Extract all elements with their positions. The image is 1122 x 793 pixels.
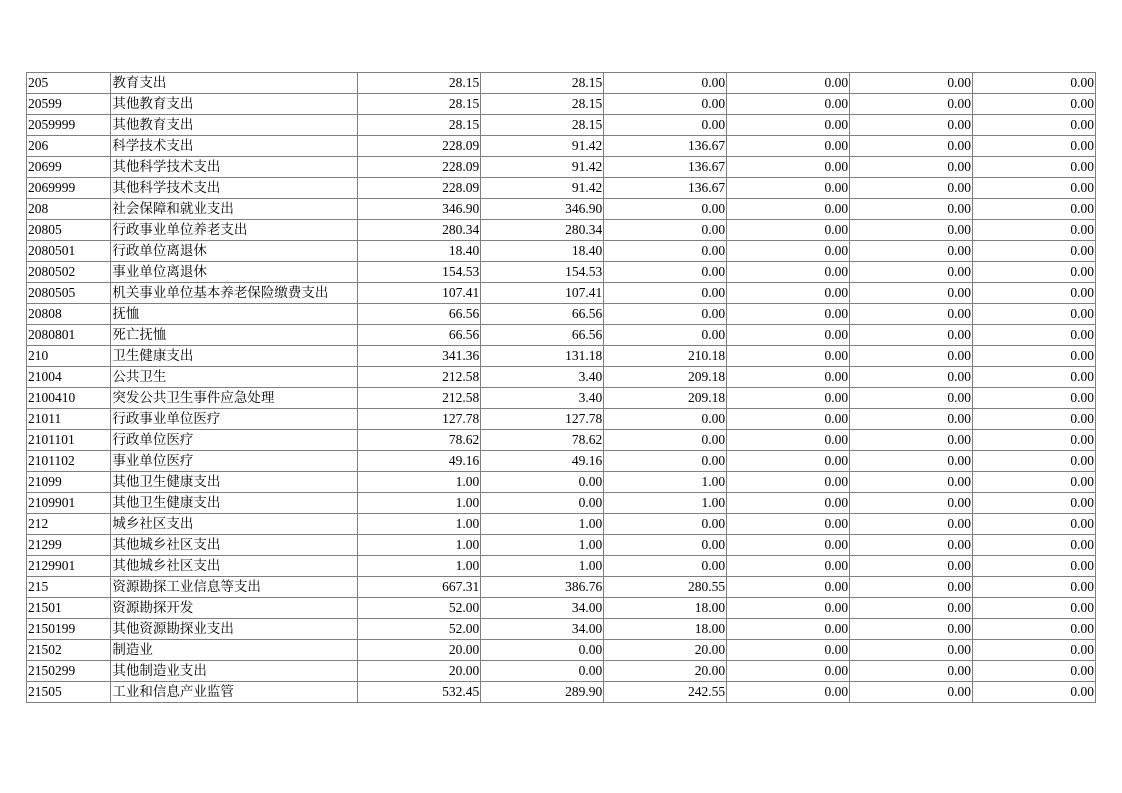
table-row (27, 577, 1096, 598)
amount-cell-col-4: 0.00 (727, 682, 850, 703)
amount-cell-col-2: 34.00 (481, 619, 604, 640)
amount-cell-col-3: 210.18 (604, 346, 727, 367)
amount-cell-col-2: 107.41 (481, 283, 604, 304)
amount-cell-col-6: 0.00 (973, 283, 1096, 304)
amount-cell-col-4: 0.00 (727, 178, 850, 199)
amount-cell-col-2: 1.00 (481, 535, 604, 556)
amount-cell-col-2: 3.40 (481, 367, 604, 388)
subject-code-cell: 20805 (27, 220, 111, 241)
subject-name-cell: 其他城乡社区支出 (111, 535, 358, 556)
subject-code-cell: 2069999 (27, 178, 111, 199)
amount-cell-col-3: 18.00 (604, 598, 727, 619)
amount-cell-col-6: 0.00 (973, 640, 1096, 661)
subject-code-cell: 208 (27, 199, 111, 220)
amount-cell-col-1: 1.00 (358, 472, 481, 493)
subject-code-cell: 2059999 (27, 115, 111, 136)
amount-cell-col-4: 0.00 (727, 157, 850, 178)
amount-cell-col-2: 346.90 (481, 199, 604, 220)
amount-cell-col-5: 0.00 (850, 115, 973, 136)
subject-name-cell: 行政事业单位养老支出 (111, 220, 358, 241)
subject-code-cell: 2080505 (27, 283, 111, 304)
subject-code-cell: 21505 (27, 682, 111, 703)
amount-cell-col-1: 20.00 (358, 640, 481, 661)
amount-cell-col-1: 28.15 (358, 94, 481, 115)
subject-name-cell: 资源勘探工业信息等支出 (111, 577, 358, 598)
subject-code-cell: 215 (27, 577, 111, 598)
amount-cell-col-2: 1.00 (481, 556, 604, 577)
amount-cell-col-2: 131.18 (481, 346, 604, 367)
table-row (27, 199, 1096, 220)
amount-cell-col-4: 0.00 (727, 325, 850, 346)
amount-cell-col-2: 49.16 (481, 451, 604, 472)
amount-cell-col-4: 0.00 (727, 514, 850, 535)
amount-cell-col-4: 0.00 (727, 304, 850, 325)
subject-name-cell: 其他城乡社区支出 (111, 556, 358, 577)
amount-cell-col-4: 0.00 (727, 619, 850, 640)
amount-cell-col-2: 1.00 (481, 514, 604, 535)
amount-cell-col-3: 242.55 (604, 682, 727, 703)
amount-cell-col-5: 0.00 (850, 346, 973, 367)
subject-code-cell: 21501 (27, 598, 111, 619)
amount-cell-col-2: 66.56 (481, 304, 604, 325)
amount-cell-col-6: 0.00 (973, 409, 1096, 430)
amount-cell-col-5: 0.00 (850, 661, 973, 682)
amount-cell-col-1: 66.56 (358, 325, 481, 346)
amount-cell-col-3: 0.00 (604, 73, 727, 94)
amount-cell-col-5: 0.00 (850, 535, 973, 556)
amount-cell-col-5: 0.00 (850, 367, 973, 388)
amount-cell-col-5: 0.00 (850, 451, 973, 472)
amount-cell-col-4: 0.00 (727, 220, 850, 241)
amount-cell-col-3: 0.00 (604, 535, 727, 556)
amount-cell-col-1: 228.09 (358, 157, 481, 178)
amount-cell-col-3: 0.00 (604, 283, 727, 304)
amount-cell-col-3: 20.00 (604, 661, 727, 682)
amount-cell-col-6: 0.00 (973, 157, 1096, 178)
amount-cell-col-6: 0.00 (973, 661, 1096, 682)
amount-cell-col-3: 0.00 (604, 199, 727, 220)
amount-cell-col-5: 0.00 (850, 682, 973, 703)
amount-cell-col-1: 66.56 (358, 304, 481, 325)
amount-cell-col-1: 280.34 (358, 220, 481, 241)
amount-cell-col-5: 0.00 (850, 472, 973, 493)
amount-cell-col-2: 91.42 (481, 178, 604, 199)
subject-name-cell: 行政单位医疗 (111, 430, 358, 451)
amount-cell-col-6: 0.00 (973, 241, 1096, 262)
table-row (27, 73, 1096, 94)
subject-code-cell: 21502 (27, 640, 111, 661)
amount-cell-col-2: 28.15 (481, 115, 604, 136)
subject-name-cell: 行政事业单位医疗 (111, 409, 358, 430)
amount-cell-col-1: 1.00 (358, 493, 481, 514)
subject-name-cell: 其他卫生健康支出 (111, 493, 358, 514)
subject-name-cell: 其他教育支出 (111, 94, 358, 115)
amount-cell-col-1: 1.00 (358, 514, 481, 535)
amount-cell-col-1: 78.62 (358, 430, 481, 451)
table-row (27, 178, 1096, 199)
amount-cell-col-4: 0.00 (727, 388, 850, 409)
amount-cell-col-4: 0.00 (727, 598, 850, 619)
amount-cell-col-2: 18.40 (481, 241, 604, 262)
amount-cell-col-3: 1.00 (604, 493, 727, 514)
amount-cell-col-6: 0.00 (973, 220, 1096, 241)
subject-name-cell: 其他制造业支出 (111, 661, 358, 682)
amount-cell-col-6: 0.00 (973, 73, 1096, 94)
amount-cell-col-6: 0.00 (973, 598, 1096, 619)
amount-cell-col-3: 0.00 (604, 430, 727, 451)
table-body (27, 73, 1096, 703)
subject-name-cell: 卫生健康支出 (111, 346, 358, 367)
table-row (27, 325, 1096, 346)
subject-name-cell: 其他资源勘探业支出 (111, 619, 358, 640)
amount-cell-col-1: 346.90 (358, 199, 481, 220)
amount-cell-col-5: 0.00 (850, 136, 973, 157)
amount-cell-col-3: 0.00 (604, 262, 727, 283)
amount-cell-col-6: 0.00 (973, 115, 1096, 136)
subject-name-cell: 其他科学技术支出 (111, 178, 358, 199)
table-row (27, 535, 1096, 556)
amount-cell-col-6: 0.00 (973, 451, 1096, 472)
table-row (27, 472, 1096, 493)
amount-cell-col-6: 0.00 (973, 346, 1096, 367)
table-row (27, 220, 1096, 241)
amount-cell-col-3: 209.18 (604, 388, 727, 409)
amount-cell-col-1: 228.09 (358, 178, 481, 199)
amount-cell-col-1: 20.00 (358, 661, 481, 682)
amount-cell-col-6: 0.00 (973, 94, 1096, 115)
table-row (27, 493, 1096, 514)
amount-cell-col-3: 0.00 (604, 556, 727, 577)
amount-cell-col-3: 0.00 (604, 304, 727, 325)
amount-cell-col-2: 28.15 (481, 73, 604, 94)
table-row (27, 94, 1096, 115)
amount-cell-col-5: 0.00 (850, 220, 973, 241)
amount-cell-col-1: 107.41 (358, 283, 481, 304)
amount-cell-col-4: 0.00 (727, 283, 850, 304)
subject-code-cell: 206 (27, 136, 111, 157)
subject-code-cell: 2101101 (27, 430, 111, 451)
amount-cell-col-6: 0.00 (973, 325, 1096, 346)
subject-name-cell: 事业单位医疗 (111, 451, 358, 472)
amount-cell-col-3: 20.00 (604, 640, 727, 661)
subject-code-cell: 2080801 (27, 325, 111, 346)
amount-cell-col-4: 0.00 (727, 136, 850, 157)
subject-name-cell: 社会保障和就业支出 (111, 199, 358, 220)
subject-code-cell: 21011 (27, 409, 111, 430)
amount-cell-col-2: 280.34 (481, 220, 604, 241)
amount-cell-col-1: 52.00 (358, 619, 481, 640)
amount-cell-col-1: 49.16 (358, 451, 481, 472)
amount-cell-col-5: 0.00 (850, 640, 973, 661)
subject-code-cell: 2080501 (27, 241, 111, 262)
amount-cell-col-6: 0.00 (973, 388, 1096, 409)
amount-cell-col-6: 0.00 (973, 535, 1096, 556)
subject-code-cell: 2150199 (27, 619, 111, 640)
table-row (27, 640, 1096, 661)
amount-cell-col-3: 0.00 (604, 409, 727, 430)
amount-cell-col-6: 0.00 (973, 472, 1096, 493)
amount-cell-col-1: 532.45 (358, 682, 481, 703)
subject-code-cell: 21004 (27, 367, 111, 388)
amount-cell-col-3: 0.00 (604, 514, 727, 535)
amount-cell-col-1: 18.40 (358, 241, 481, 262)
amount-cell-col-2: 0.00 (481, 640, 604, 661)
amount-cell-col-3: 0.00 (604, 451, 727, 472)
amount-cell-col-2: 3.40 (481, 388, 604, 409)
subject-code-cell: 2080502 (27, 262, 111, 283)
subject-name-cell: 公共卫生 (111, 367, 358, 388)
table-row (27, 283, 1096, 304)
amount-cell-col-4: 0.00 (727, 640, 850, 661)
amount-cell-col-4: 0.00 (727, 115, 850, 136)
amount-cell-col-4: 0.00 (727, 577, 850, 598)
amount-cell-col-1: 28.15 (358, 115, 481, 136)
amount-cell-col-5: 0.00 (850, 493, 973, 514)
amount-cell-col-5: 0.00 (850, 304, 973, 325)
subject-name-cell: 事业单位离退休 (111, 262, 358, 283)
subject-code-cell: 2101102 (27, 451, 111, 472)
amount-cell-col-3: 0.00 (604, 241, 727, 262)
table-row (27, 682, 1096, 703)
table-row (27, 514, 1096, 535)
amount-cell-col-6: 0.00 (973, 577, 1096, 598)
amount-cell-col-5: 0.00 (850, 577, 973, 598)
amount-cell-col-4: 0.00 (727, 409, 850, 430)
amount-cell-col-2: 0.00 (481, 661, 604, 682)
amount-cell-col-5: 0.00 (850, 94, 973, 115)
table-row (27, 262, 1096, 283)
amount-cell-col-4: 0.00 (727, 556, 850, 577)
amount-cell-col-4: 0.00 (727, 241, 850, 262)
amount-cell-col-6: 0.00 (973, 493, 1096, 514)
amount-cell-col-2: 127.78 (481, 409, 604, 430)
amount-cell-col-3: 136.67 (604, 136, 727, 157)
amount-cell-col-2: 154.53 (481, 262, 604, 283)
amount-cell-col-5: 0.00 (850, 619, 973, 640)
amount-cell-col-4: 0.00 (727, 451, 850, 472)
amount-cell-col-4: 0.00 (727, 199, 850, 220)
amount-cell-col-3: 280.55 (604, 577, 727, 598)
table-row (27, 346, 1096, 367)
table-row (27, 661, 1096, 682)
amount-cell-col-5: 0.00 (850, 73, 973, 94)
subject-code-cell: 20808 (27, 304, 111, 325)
amount-cell-col-4: 0.00 (727, 661, 850, 682)
amount-cell-col-1: 667.31 (358, 577, 481, 598)
amount-cell-col-4: 0.00 (727, 535, 850, 556)
amount-cell-col-5: 0.00 (850, 388, 973, 409)
budget-expenditure-table (26, 72, 1096, 703)
subject-name-cell: 死亡抚恤 (111, 325, 358, 346)
subject-name-cell: 资源勘探开发 (111, 598, 358, 619)
amount-cell-col-5: 0.00 (850, 514, 973, 535)
subject-name-cell: 突发公共卫生事件应急处理 (111, 388, 358, 409)
amount-cell-col-4: 0.00 (727, 430, 850, 451)
amount-cell-col-5: 0.00 (850, 556, 973, 577)
amount-cell-col-3: 0.00 (604, 94, 727, 115)
table-row (27, 241, 1096, 262)
amount-cell-col-3: 136.67 (604, 157, 727, 178)
amount-cell-col-4: 0.00 (727, 367, 850, 388)
table-row (27, 136, 1096, 157)
amount-cell-col-1: 228.09 (358, 136, 481, 157)
subject-code-cell: 20699 (27, 157, 111, 178)
subject-name-cell: 其他卫生健康支出 (111, 472, 358, 493)
table-row (27, 556, 1096, 577)
subject-code-cell: 212 (27, 514, 111, 535)
subject-name-cell: 机关事业单位基本养老保险缴费支出 (111, 283, 358, 304)
subject-code-cell: 20599 (27, 94, 111, 115)
amount-cell-col-2: 91.42 (481, 157, 604, 178)
amount-cell-col-1: 212.58 (358, 367, 481, 388)
subject-name-cell: 抚恤 (111, 304, 358, 325)
subject-code-cell: 2129901 (27, 556, 111, 577)
amount-cell-col-6: 0.00 (973, 514, 1096, 535)
amount-cell-col-3: 136.67 (604, 178, 727, 199)
subject-name-cell: 教育支出 (111, 73, 358, 94)
amount-cell-col-6: 0.00 (973, 619, 1096, 640)
amount-cell-col-4: 0.00 (727, 94, 850, 115)
amount-cell-col-1: 127.78 (358, 409, 481, 430)
subject-name-cell: 其他教育支出 (111, 115, 358, 136)
amount-cell-col-1: 52.00 (358, 598, 481, 619)
amount-cell-col-5: 0.00 (850, 157, 973, 178)
amount-cell-col-5: 0.00 (850, 598, 973, 619)
amount-cell-col-3: 1.00 (604, 472, 727, 493)
amount-cell-col-5: 0.00 (850, 430, 973, 451)
amount-cell-col-6: 0.00 (973, 199, 1096, 220)
amount-cell-col-5: 0.00 (850, 409, 973, 430)
amount-cell-col-5: 0.00 (850, 199, 973, 220)
amount-cell-col-1: 1.00 (358, 556, 481, 577)
table-row (27, 157, 1096, 178)
table-row (27, 451, 1096, 472)
subject-name-cell: 制造业 (111, 640, 358, 661)
amount-cell-col-5: 0.00 (850, 325, 973, 346)
table-row (27, 304, 1096, 325)
amount-cell-col-2: 91.42 (481, 136, 604, 157)
amount-cell-col-6: 0.00 (973, 136, 1096, 157)
amount-cell-col-3: 0.00 (604, 115, 727, 136)
amount-cell-col-4: 0.00 (727, 73, 850, 94)
amount-cell-col-3: 18.00 (604, 619, 727, 640)
amount-cell-col-1: 28.15 (358, 73, 481, 94)
amount-cell-col-2: 34.00 (481, 598, 604, 619)
subject-code-cell: 21299 (27, 535, 111, 556)
amount-cell-col-2: 0.00 (481, 493, 604, 514)
amount-cell-col-1: 341.36 (358, 346, 481, 367)
subject-name-cell: 其他科学技术支出 (111, 157, 358, 178)
amount-cell-col-4: 0.00 (727, 472, 850, 493)
subject-code-cell: 210 (27, 346, 111, 367)
amount-cell-col-6: 0.00 (973, 304, 1096, 325)
amount-cell-col-2: 28.15 (481, 94, 604, 115)
amount-cell-col-3: 209.18 (604, 367, 727, 388)
amount-cell-col-2: 66.56 (481, 325, 604, 346)
amount-cell-col-2: 289.90 (481, 682, 604, 703)
table-row (27, 409, 1096, 430)
amount-cell-col-4: 0.00 (727, 346, 850, 367)
subject-code-cell: 21099 (27, 472, 111, 493)
amount-cell-col-5: 0.00 (850, 262, 973, 283)
subject-code-cell: 2150299 (27, 661, 111, 682)
amount-cell-col-2: 386.76 (481, 577, 604, 598)
amount-cell-col-6: 0.00 (973, 682, 1096, 703)
amount-cell-col-6: 0.00 (973, 367, 1096, 388)
amount-cell-col-1: 1.00 (358, 535, 481, 556)
subject-name-cell: 城乡社区支出 (111, 514, 358, 535)
subject-code-cell: 2109901 (27, 493, 111, 514)
amount-cell-col-6: 0.00 (973, 178, 1096, 199)
amount-cell-col-5: 0.00 (850, 241, 973, 262)
amount-cell-col-6: 0.00 (973, 430, 1096, 451)
amount-cell-col-4: 0.00 (727, 262, 850, 283)
amount-cell-col-1: 154.53 (358, 262, 481, 283)
table-row (27, 619, 1096, 640)
amount-cell-col-6: 0.00 (973, 262, 1096, 283)
amount-cell-col-1: 212.58 (358, 388, 481, 409)
subject-code-cell: 205 (27, 73, 111, 94)
table-row (27, 598, 1096, 619)
subject-name-cell: 工业和信息产业监管 (111, 682, 358, 703)
amount-cell-col-4: 0.00 (727, 493, 850, 514)
amount-cell-col-6: 0.00 (973, 556, 1096, 577)
table-row (27, 367, 1096, 388)
amount-cell-col-3: 0.00 (604, 325, 727, 346)
subject-name-cell: 科学技术支出 (111, 136, 358, 157)
amount-cell-col-5: 0.00 (850, 178, 973, 199)
subject-name-cell: 行政单位离退休 (111, 241, 358, 262)
table-row (27, 430, 1096, 451)
amount-cell-col-2: 78.62 (481, 430, 604, 451)
amount-cell-col-3: 0.00 (604, 220, 727, 241)
amount-cell-col-2: 0.00 (481, 472, 604, 493)
subject-code-cell: 2100410 (27, 388, 111, 409)
table-row (27, 388, 1096, 409)
table-row (27, 115, 1096, 136)
amount-cell-col-5: 0.00 (850, 283, 973, 304)
